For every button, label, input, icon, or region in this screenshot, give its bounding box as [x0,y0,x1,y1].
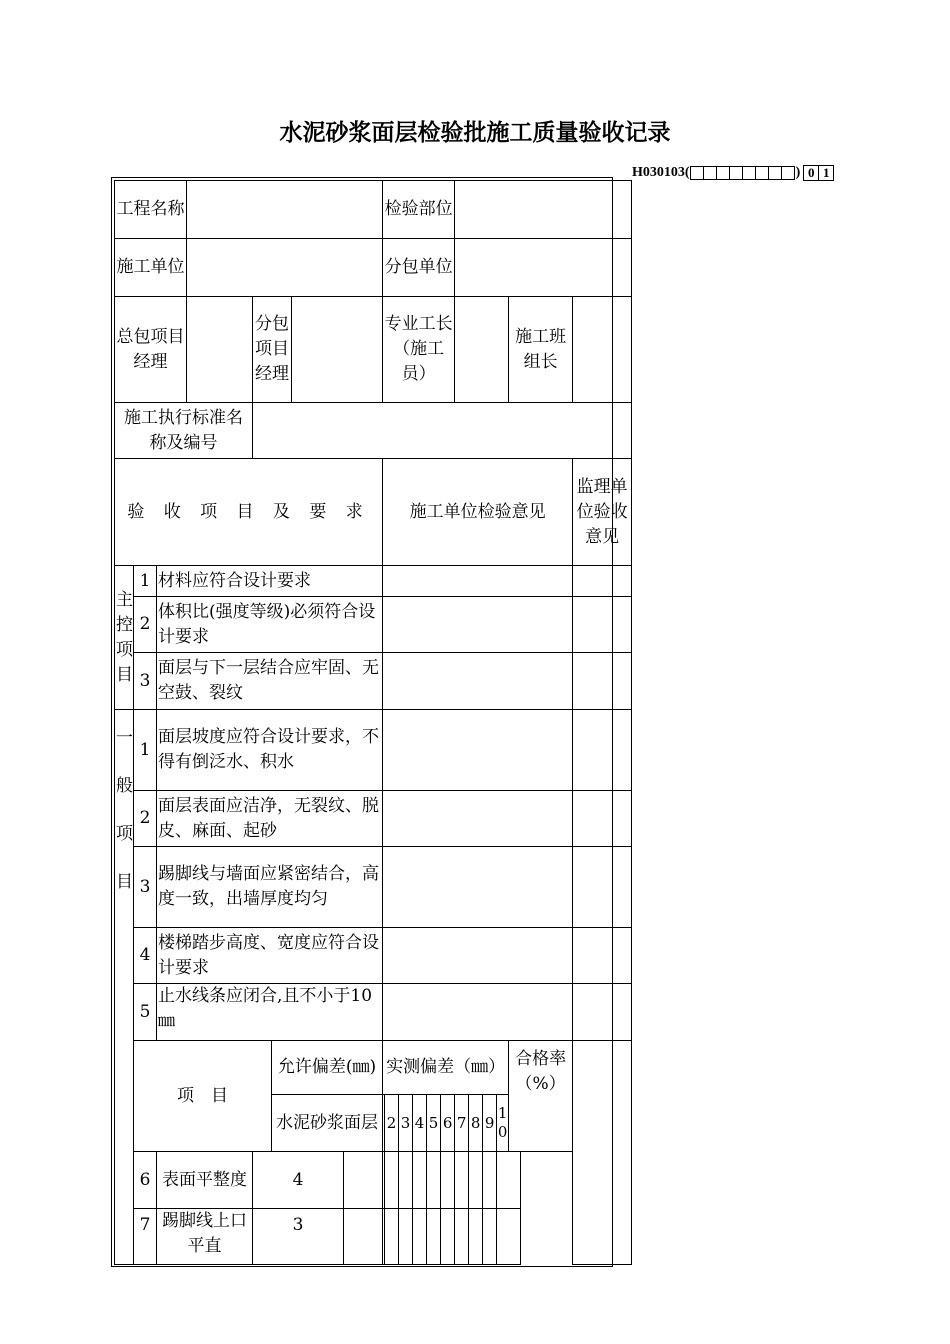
measured-cell[interactable] [483,1152,497,1209]
point-header: 2 [385,1095,399,1152]
inspection-part-field[interactable] [455,181,632,239]
form-serial [804,165,834,181]
supervisor-opinion-cell[interactable] [573,791,632,847]
supervisor-opinion-header: 监理单位验收意见 [573,459,632,566]
supervisor-opinion-cell[interactable] [573,847,632,928]
measured-cell[interactable] [413,1209,427,1265]
item-requirement: 体积比(强度等级)必须符合设计要求 [157,597,383,653]
row-unit [115,239,632,297]
table-row [115,597,632,653]
item-number: 1 [134,566,157,597]
pass-rate-cell[interactable] [497,1209,521,1265]
form-code [632,163,834,183]
point-header: 7 [455,1095,469,1152]
deviation-item-name: 踢脚线上口平直 [157,1209,253,1265]
supervisor-opinion-cell[interactable] [573,928,632,984]
item-number: 2 [134,791,157,847]
row-project [115,181,632,239]
project-name-field[interactable] [187,181,383,239]
deviation-header-row [115,1041,632,1095]
project-name-label: 工程名称 [115,181,187,239]
measured-cell[interactable] [385,1209,399,1265]
sub-pm-field[interactable] [292,297,383,403]
code-box[interactable] [781,166,795,180]
point-header: 4 [413,1095,427,1152]
row-standard [115,403,632,459]
supervisor-opinion-cell[interactable] [573,597,632,653]
code-box[interactable] [690,166,704,180]
construction-unit-label: 施工单位 [115,239,187,297]
item-number: 3 [134,653,157,710]
team-leader-label: 施工班组长 [509,297,573,403]
foreman-field[interactable] [455,297,509,403]
measured-cell[interactable] [441,1152,455,1209]
serial-digit: 1 [818,165,834,181]
table-row [115,710,632,791]
point-header: 9 [483,1095,497,1152]
standard-field[interactable] [253,403,632,459]
point-header: 5 [427,1095,441,1152]
mortar-layer-header: 水泥砂浆面层 [272,1095,383,1152]
point-header: 6 [441,1095,455,1152]
table-row [115,928,632,984]
standard-label: 施工执行标准名称及编号 [115,403,253,459]
item-requirement: 材料应符合设计要求 [157,566,383,597]
item-number: 3 [134,847,157,928]
point-header: 10 [497,1095,509,1152]
row-column-headers [115,459,632,566]
item-requirement: 面层表面应洁净，无裂纹、脱皮、麻面、起砂 [157,791,383,847]
contractor-opinion-cell[interactable] [383,847,573,928]
item-requirement: 踢脚线与墙面应紧密结合，高度一致，出墙厚度均匀 [157,847,383,928]
measured-cell[interactable] [455,1209,469,1265]
foreman-label: 专业工长（施工员） [383,297,455,403]
form-code-boxes [691,166,795,180]
contractor-opinion-cell[interactable] [383,653,573,710]
table-row [115,653,632,710]
item-requirement: 楼梯踏步高度、宽度应符合设计要求 [157,928,383,984]
main-control-label: 主控项目 [115,566,134,710]
code-box[interactable] [716,166,730,180]
table-row [115,791,632,847]
team-leader-field[interactable] [573,297,632,403]
allowed-value: 3 [253,1209,344,1265]
code-box[interactable] [768,166,782,180]
contractor-opinion-cell[interactable] [383,566,573,597]
item-number: 1 [134,710,157,791]
item-number: 7 [134,1209,157,1265]
item-requirement: 面层坡度应符合设计要求，不得有倒泛水、积水 [157,710,383,791]
general-pm-field[interactable] [187,297,253,403]
table-row [115,566,632,597]
supervisor-opinion-cell[interactable] [573,984,632,1041]
item-number: 2 [134,597,157,653]
measured-deviation-header: 实测偏差（㎜） [383,1041,509,1095]
serial-digit: 0 [803,165,819,181]
pass-rate-cell[interactable] [497,1152,521,1209]
pass-rate-header: 合格率（%） [509,1041,573,1152]
contractor-opinion-cell[interactable] [383,710,573,791]
point-header: 3 [399,1095,413,1152]
inspection-part-label: 检验部位 [383,181,455,239]
measured-cell[interactable] [413,1152,427,1209]
supervisor-opinion-cell[interactable] [573,566,632,597]
allowed-value: 4 [253,1152,344,1209]
measured-cell[interactable] [344,1209,383,1265]
item-number: 4 [134,928,157,984]
measured-cell[interactable] [469,1209,483,1265]
table-row [115,1152,632,1209]
measured-cell[interactable] [483,1209,497,1265]
code-box[interactable] [703,166,717,180]
measured-cell[interactable] [427,1209,441,1265]
item-number: 5 [134,984,157,1041]
point-header: 8 [469,1095,483,1152]
sub-pm-label: 分包项目经理 [253,297,292,403]
contractor-opinion-cell[interactable] [383,597,573,653]
measured-cell[interactable] [399,1209,413,1265]
items-requirements-header: 验 收 项 目 及 要 求 [115,459,383,566]
measured-cell[interactable] [469,1152,483,1209]
code-box[interactable] [755,166,769,180]
row-managers [115,297,632,403]
table-row [115,984,632,1041]
allowed-deviation-header: 允许偏差(㎜) [272,1041,383,1095]
supervisor-opinion-cell[interactable] [573,1041,632,1265]
form-code-suffix: ) [795,165,801,180]
item-requirement: 止水线条应闭合,且不小于10㎜ [157,984,383,1041]
table-row [115,1209,632,1265]
deviation-item-header: 项 目 [134,1041,272,1152]
supervisor-opinion-cell[interactable] [573,710,632,791]
inspection-table [114,180,632,1265]
measured-cell[interactable] [441,1209,455,1265]
code-box[interactable] [742,166,756,180]
contractor-opinion-cell[interactable] [383,791,573,847]
code-box[interactable] [729,166,743,180]
page-title: 水泥砂浆面层检验批施工质量验收记录 [279,119,671,146]
supervisor-opinion-cell[interactable] [573,653,632,710]
contractor-opinion-cell[interactable] [383,984,573,1041]
contractor-opinion-header: 施工单位检验意见 [383,459,573,566]
subcontract-unit-field[interactable] [455,239,632,297]
measured-cell[interactable] [385,1152,399,1209]
measured-cell[interactable] [427,1152,441,1209]
contractor-opinion-cell[interactable] [383,928,573,984]
measured-cell[interactable] [455,1152,469,1209]
item-number: 6 [134,1152,157,1209]
general-label: 一般项目 [115,710,134,1265]
measured-cell[interactable] [344,1152,383,1209]
measured-cell[interactable] [399,1152,413,1209]
table-row [115,847,632,928]
subcontract-unit-label: 分包单位 [383,239,455,297]
construction-unit-field[interactable] [187,239,383,297]
form-code-prefix: H030103( [632,165,690,180]
general-pm-label: 总包项目经理 [115,297,187,403]
deviation-item-name: 表面平整度 [157,1152,253,1209]
item-requirement: 面层与下一层结合应牢固、无空鼓、裂纹 [157,653,383,710]
